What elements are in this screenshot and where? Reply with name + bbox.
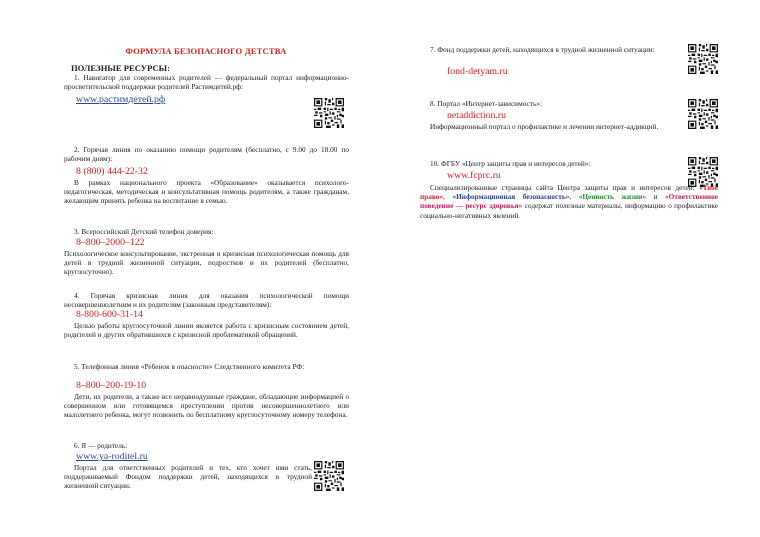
item-2-description: В рамках национального проекта «Образование» оказывается психолого-педагогическая, методическая и консультативная помощь родителям, а также гражданам, желающим принять ребенка на воспитание в семью. (64, 178, 349, 206)
qr-code-icon (314, 98, 344, 128)
item-10-link-info-security[interactable]: «Информационная безопасность» (452, 192, 570, 202)
item-10-heading: 10. ФГБУ «Центр защиты прав и интересов детей»: (430, 159, 591, 168)
qr-code-icon (314, 461, 344, 491)
item-10-conjunction: и (653, 192, 658, 202)
item-2-phone: 8 (800) 444-22-32 (76, 166, 148, 177)
item-3-description: Психологическое консультирование, экстренная и кризисная психологическая помощь для детей в трудной жизненной ситуации, подростков и их родителей (бесплатно, круглосуточно). (64, 249, 349, 277)
item-1-heading: 1. Навигатор для современных родителей — федеральный портал информационно-просветительской поддержки родителей Растимдетей.рф: (64, 73, 349, 92)
item-10-link-value-of-life[interactable]: «Ценность жизни» (578, 192, 647, 202)
item-6-description: Портал для ответственных родителей и тех, кто хочет ими стать, поддерживаемый Фондом поддержки детей, находящихся в трудной жизненной ситуации. (64, 463, 312, 491)
item-10-link-tvoe-pravo[interactable]: «Твое право» (420, 183, 718, 202)
qr-code-icon (688, 44, 718, 74)
item-10-description: Специализированные страницы сайта Центра защиты прав и интересов детей: «Твое право», «Информационная безопасность», «Ценность жизни» и «Ответственное поведение — ресурс здоровья» содержат полезные материалы, информацию о профилактике социально-негативных явлений. (420, 183, 719, 220)
item-5-description: Дети, их родители, а также все неравнодушные граждане, обладающие информацией о совершенном или готовящемся преступлении против несовершеннолетнего или малолетнего ребенка, могут позвонить по бесплатному круглосуточному номеру телефона. (64, 392, 349, 420)
item-1-link[interactable]: www.растимдетей.рф (76, 94, 166, 105)
item-5-phone: 8–800–200-19-10 (76, 380, 147, 391)
item-3-heading: 3. Всероссийский Детский телефон доверия: (74, 227, 214, 236)
item-3-phone: 8–800–2000–122 (76, 237, 145, 248)
item-6-heading: 6. Я — родитель: (74, 441, 128, 450)
section-subtitle: ПОЛЕЗНЫЕ РЕСУРСЫ: (71, 63, 170, 73)
item-7-heading: 7. Фонд поддержки детей, находящихся в трудной жизненной ситуации: (430, 45, 655, 54)
item-6-link[interactable]: www.ya-roditel.ru (76, 451, 148, 462)
item-8-description: Информационный портал о профилактике и лечении интернет-аддикций. (430, 122, 659, 131)
page-title: ФОРМУЛА БЕЗОПАСНОГО ДЕТСТВА (125, 46, 287, 56)
item-4-heading: 4. Горячая кризисная линия для оказания психологической помощи несовершеннолетним и их родителям (законным представителям): (64, 291, 349, 310)
item-2-heading: 2. Горячая линия по оказанию помощи родителям (бесплатно, с 9.00 до 18.00 по рабочим дням): (64, 145, 349, 164)
item-10-outro: содержат полезные материалы, информацию о профилактике социально-негативных явлений. (420, 201, 718, 220)
item-7-link[interactable]: fond-detyam.ru (447, 66, 508, 77)
item-10-link[interactable]: www.fcprc.ru (447, 170, 501, 181)
item-4-phone: 8-800-600-31-14 (76, 309, 143, 320)
item-10-intro: Специализированные страницы сайта Центра защиты прав и интересов детей: (430, 183, 695, 192)
item-8-heading: 8. Портал «Интернет-зависимость»: (430, 99, 542, 108)
item-8-link[interactable]: netaddiction.ru (447, 110, 507, 121)
item-4-description: Целью работы круглосуточной линии является работа с кризисным состоянием детей, родителей и других обратившихся с кризисной проблематикой обращений. (64, 321, 349, 340)
item-5-heading: 5. Телефонная линия «Ребенок в опасности» Следственного комитета РФ: (74, 362, 305, 371)
item-10-link-responsible-behavior[interactable]: «Ответственное поведение — ресурс здоровья» (420, 192, 719, 211)
qr-code-icon (688, 99, 718, 129)
